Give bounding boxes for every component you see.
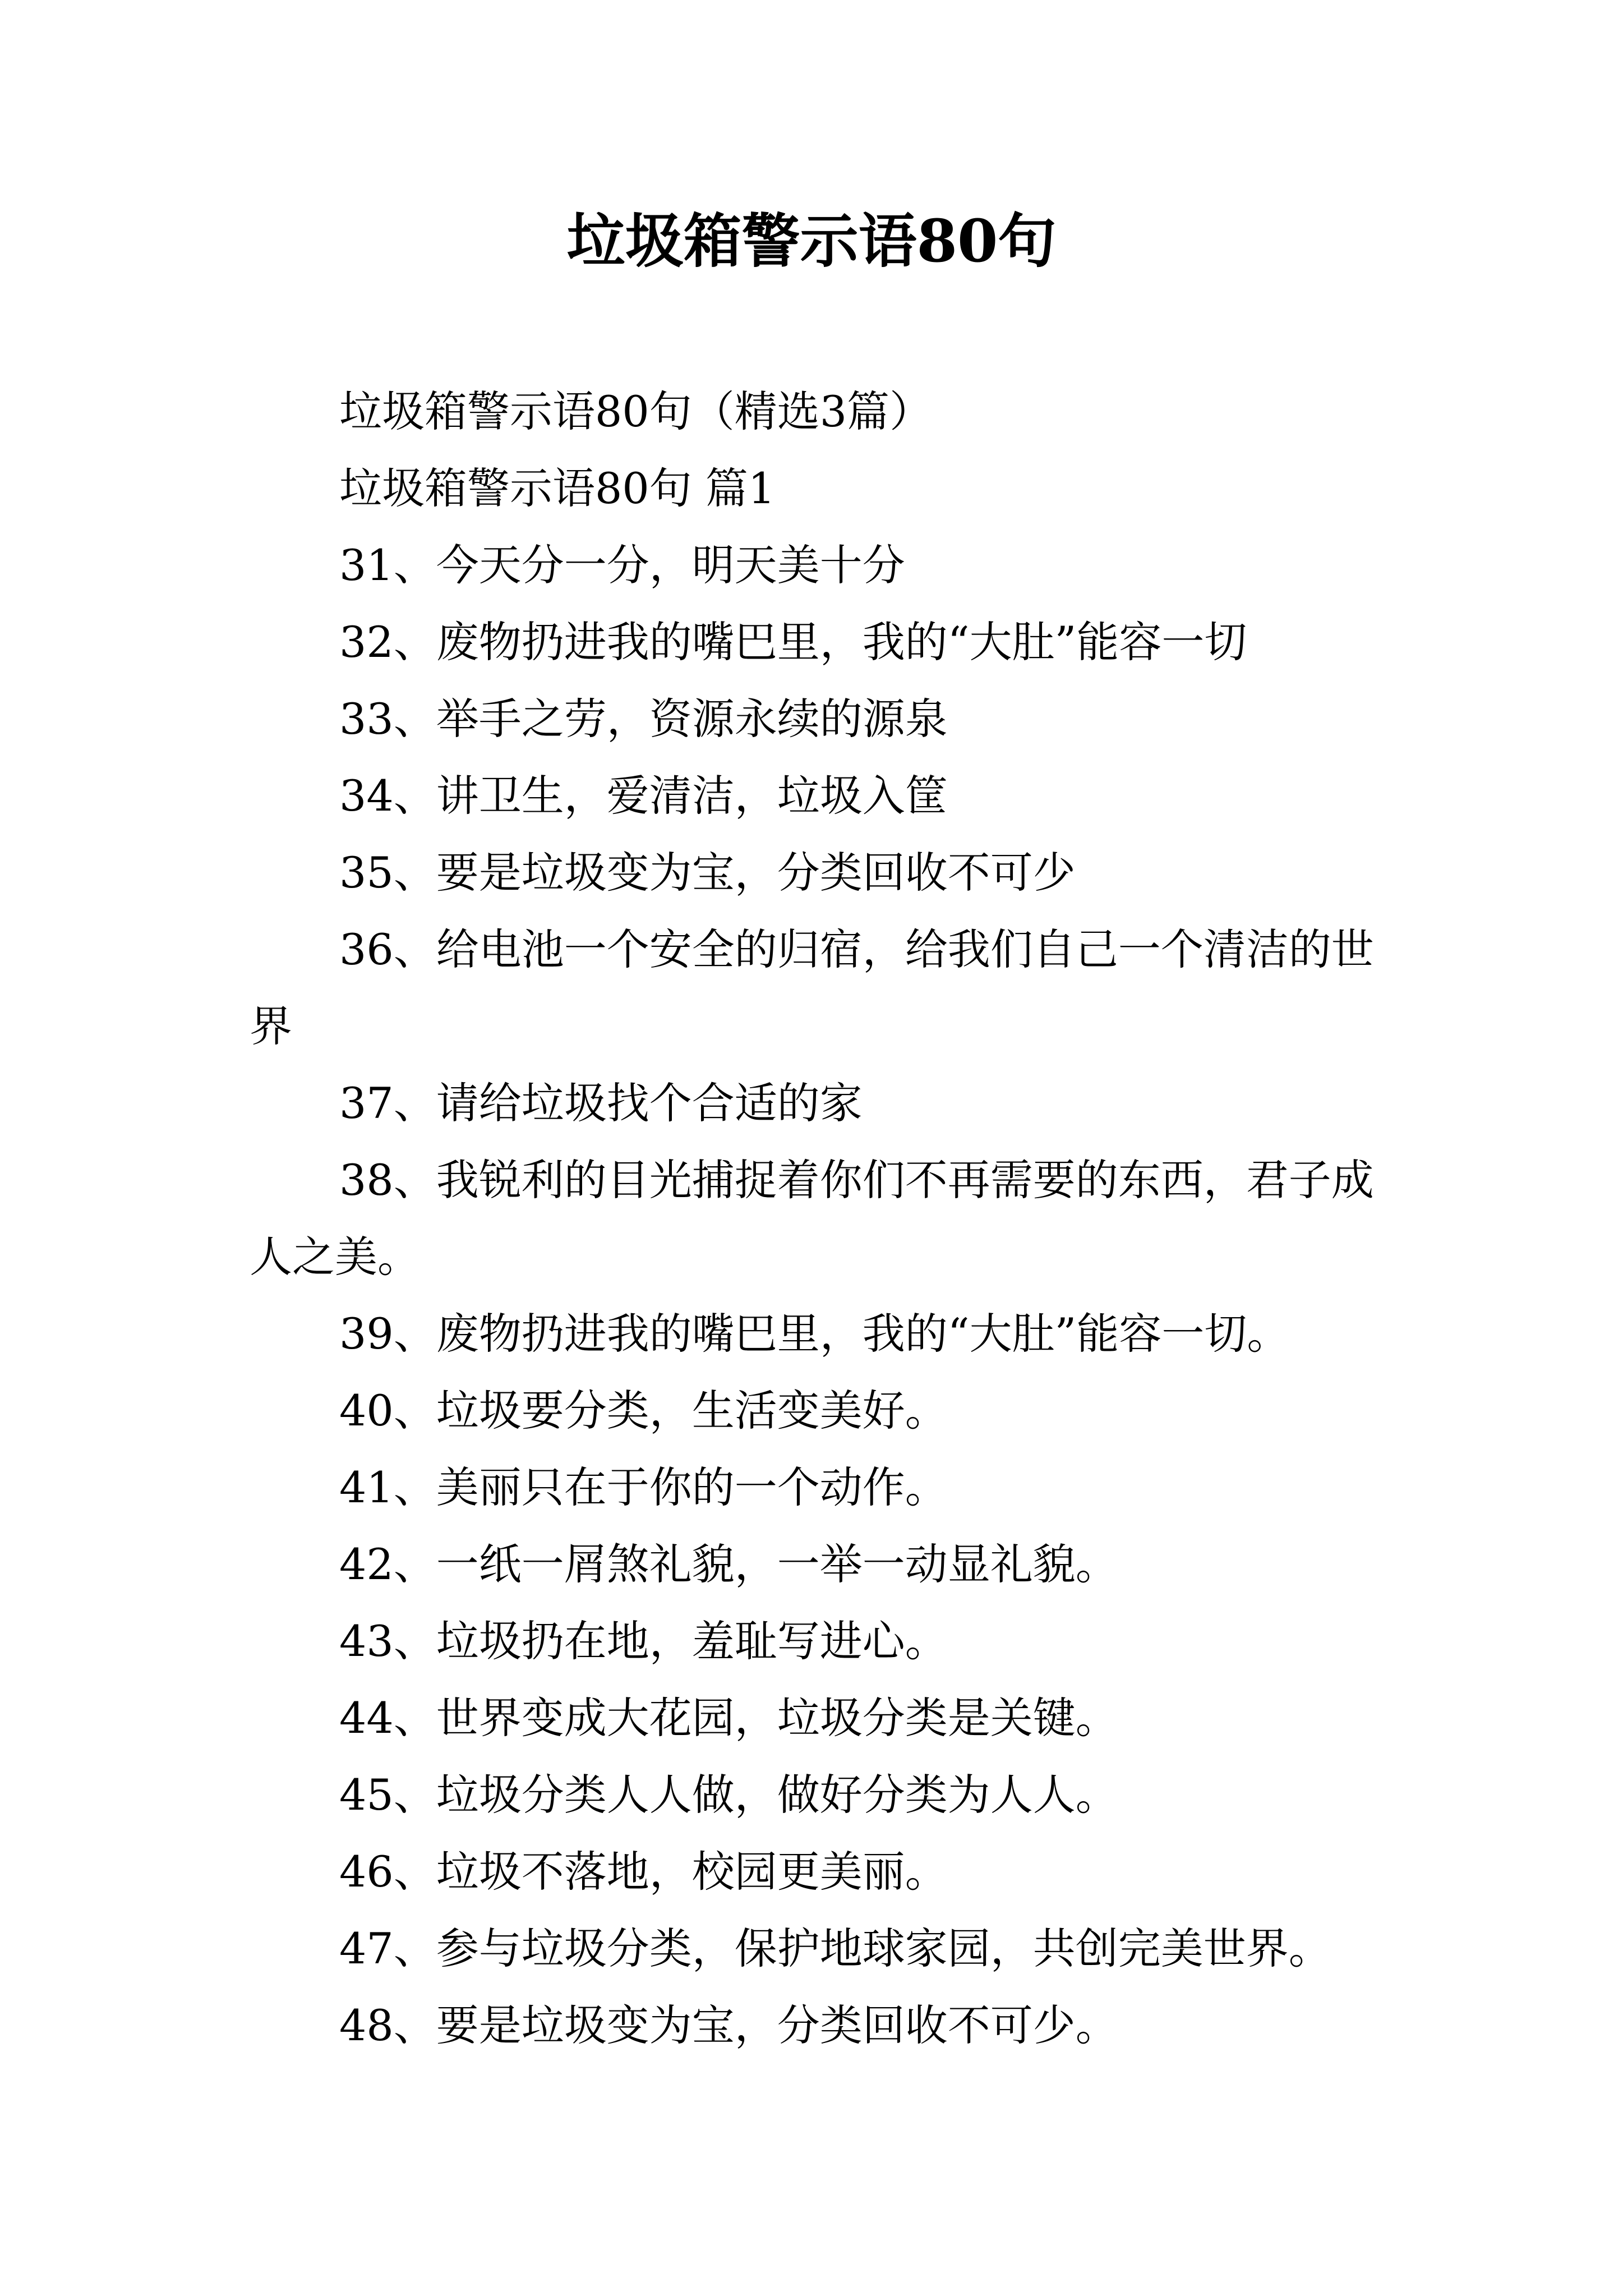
paragraph: 38、我锐利的目光捕捉着你们不再需要的东西，君子成人之美。: [250, 1155, 1374, 1282]
paragraph: 39、废物扔进我的嘴巴里，我的“大肚”能容一切。: [339, 1309, 1290, 1359]
paragraph: 47、参与垃圾分类，保护地球家园，共创完美世界。: [339, 1924, 1331, 1973]
paragraph: 33、举手之劳，资源永续的源泉: [339, 694, 948, 744]
paragraph: 45、垃圾分类人人做，做好分类为人人。: [339, 1770, 1118, 1820]
paragraph: 垃圾箱警示语80句 篇1: [339, 463, 776, 513]
paragraph: 32、废物扔进我的嘴巴里，我的“大肚”能容一切: [339, 617, 1247, 667]
paragraph: 34、讲卫生，爱清洁，垃圾入筐: [339, 771, 948, 821]
document-body: [250, 373, 1385, 2064]
paragraph: 44、世界变成大花园，垃圾分类是关键。: [339, 1693, 1118, 1743]
paragraph: 41、美丽只在于你的一个动作。: [339, 1462, 948, 1512]
paragraph: 35、要是垃圾变为宝，分类回收不可少: [339, 848, 1076, 898]
paragraph: 43、垃圾扔在地，羞耻写进心。: [339, 1616, 948, 1666]
paragraph: 42、一纸一屑煞礼貌，一举一动显礼貌。: [339, 1539, 1118, 1589]
paragraph: 37、请给垃圾找个合适的家: [339, 1078, 863, 1128]
document-title: 垃圾箱警示语80句: [566, 206, 1057, 275]
paragraph: 46、垃圾不落地，校园更美丽。: [339, 1847, 948, 1897]
paragraph: 48、要是垃圾变为宝，分类回收不可少。: [339, 2000, 1118, 2050]
paragraph: 垃圾箱警示语80句（精选3篇）: [339, 386, 933, 436]
paragraph: 40、垃圾要分类，生活变美好。: [339, 1386, 948, 1435]
paragraph: 31、今天分一分，明天美十分: [339, 540, 905, 590]
paragraph: 36、给电池一个安全的归宿，给我们自己一个清洁的世界: [250, 924, 1374, 1051]
